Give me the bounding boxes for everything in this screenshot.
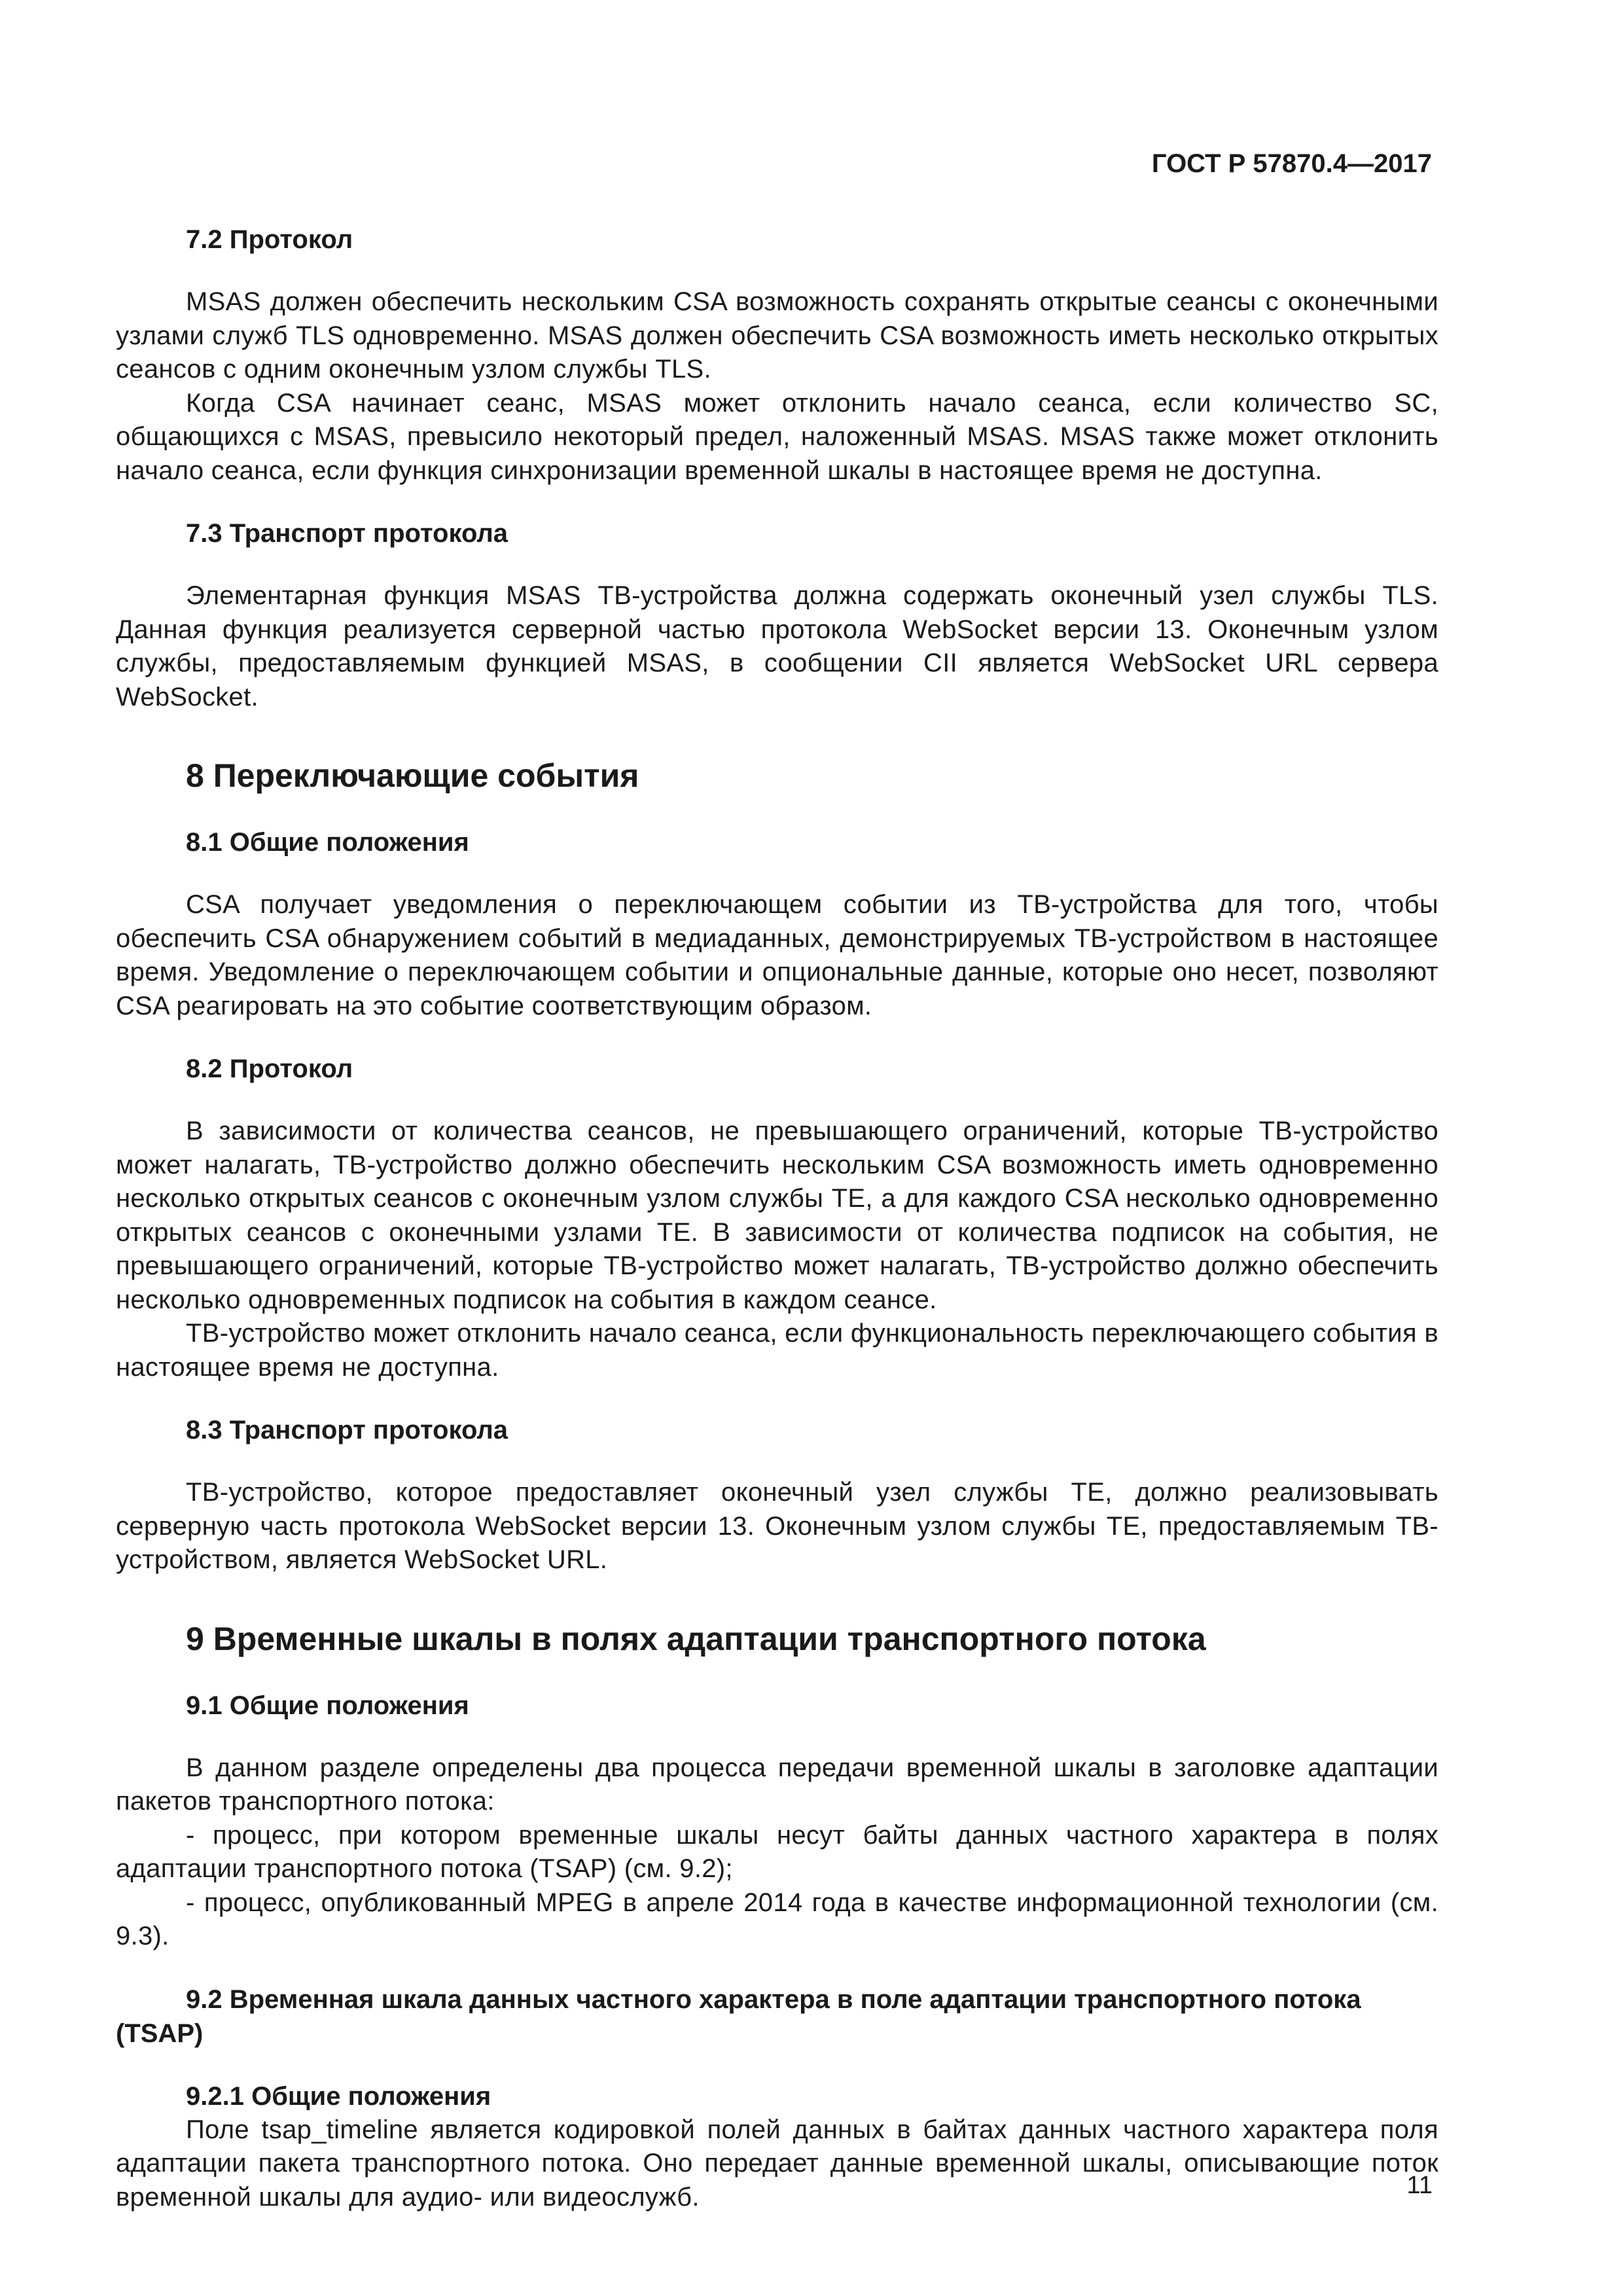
section-9-2-1-paragraph-1: Поле tsap_timeline является кодировкой полей данных в байтах данных частного характера поля адаптации пакета транспортного потока. Оно передает данные временной шкалы, описывающие поток временной шкалы для аудио- или видеослужб. (116, 2115, 1438, 2212)
section-8-1-title: 8.1 Общие положения (186, 828, 469, 857)
section-9-1-list-item-2: - процесс, опубликованный MPEG в апреле 2014 года в качестве информационной технологии (см. 9.3). (116, 1888, 1438, 1950)
section-9-title: 9 Временные шкалы в полях адаптации транспортного потока (186, 1620, 1206, 1657)
section-7-3-paragraph-1: Элементарная функция MSAS ТВ-устройства должна содержать оконечный узел службы TLS. Данная функция реализуется серверной частью протокола WebSocket версии 13. Оконечным узлом службы, предоставляемым функцией MSAS, в сообщении CII является WebSocket URL сервера WebSocket. (116, 581, 1438, 711)
section-9-2-1-title: 9.2.1 Общие положения (186, 2081, 491, 2111)
section-8-3-title: 8.3 Транспорт протокола (186, 1416, 508, 1444)
section-8-2-paragraph-2: ТВ-устройство может отклонить начало сеанса, если функциональность переключающего события в настоящее время не доступна. (116, 1319, 1438, 1382)
section-9-1-title: 9.1 Общие положения (186, 1691, 469, 1720)
page-content (116, 223, 1438, 2214)
section-9-2-title: 9.2 Временная шкала данных частного характера в поле адаптации транспортного потока (TSAP) (116, 1984, 1361, 2048)
section-7-2-paragraph-2: Когда CSA начинает сеанс, MSAS может отклонить начало сеанса, если количество SC, общающихся с MSAS, превысило некоторый предел, наложенный MSAS. MSAS также может отклонить начало сеанса, если функция синхронизации временной шкалы в настоящее время не доступна. (116, 388, 1438, 485)
section-9-1-paragraph-1: В данном разделе определены два процесса передачи временной шкалы в заголовке адаптации пакетов транспортного потока: (116, 1753, 1438, 1816)
section-8-2-paragraph-1: В зависимости от количества сеансов, не превышающего ограничений, которые ТВ-устройство может налагать, ТВ-устройство должно обеспечить нескольким CSA возможность иметь одновременно несколько открытых сеансов с оконечным узлом службы TE, а для каждого CSA несколько одновременно открытых сеансов с оконечными узлами TE. В зависимости от количества подписок на события, не превышающего ограничений, которые ТВ-устройство может налагать, ТВ-устройство должно обеспечить несколько одновременных подписок на события в каждом сеансе. (116, 1117, 1438, 1314)
section-8-2-title: 8.2 Протокол (186, 1054, 353, 1083)
section-8-1-paragraph-1: CSA получает уведомления о переключающем событии из ТВ-устройства для того, чтобы обеспечить CSA обнаружением событий в медиаданных, демонстрируемых ТВ-устройством в настоящее время. Уведомление о переключающем событии и опциональные данные, которые оно несет, позволяют CSA реагировать на это событие соответствующим образом. (116, 890, 1438, 1020)
section-9-1-list-item-1: - процесс, при котором временные шкалы несут байты данных частного характера в полях адаптации транспортного потока (TSAP) (см. 9.2); (116, 1820, 1438, 1883)
section-8-3-paragraph-1: ТВ-устройство, которое предоставляет оконечный узел службы TE, должно реализовывать серверную часть протокола WebSocket версии 13. Оконечным узлом службы TE, предоставляемым ТВ-устройством, является WebSocket URL. (116, 1478, 1438, 1574)
section-8-title: 8 Переключающие события (186, 757, 639, 794)
section-7-2-title: 7.2 Протокол (186, 225, 353, 254)
section-7-2-paragraph-1: MSAS должен обеспечить нескольким CSA возможность сохранять открытые сеансы с оконечными узлами служб TLS одновременно. MSAS должен обеспечить CSA возможность иметь несколько открытых сеансов с одним оконечным узлом службы TLS. (116, 287, 1438, 384)
standard-number: ГОСТ Р 57870.4—2017 (1151, 149, 1432, 178)
section-7-3-title: 7.3 Транспорт протокола (186, 519, 508, 548)
page-number: 11 (1406, 2172, 1433, 2199)
